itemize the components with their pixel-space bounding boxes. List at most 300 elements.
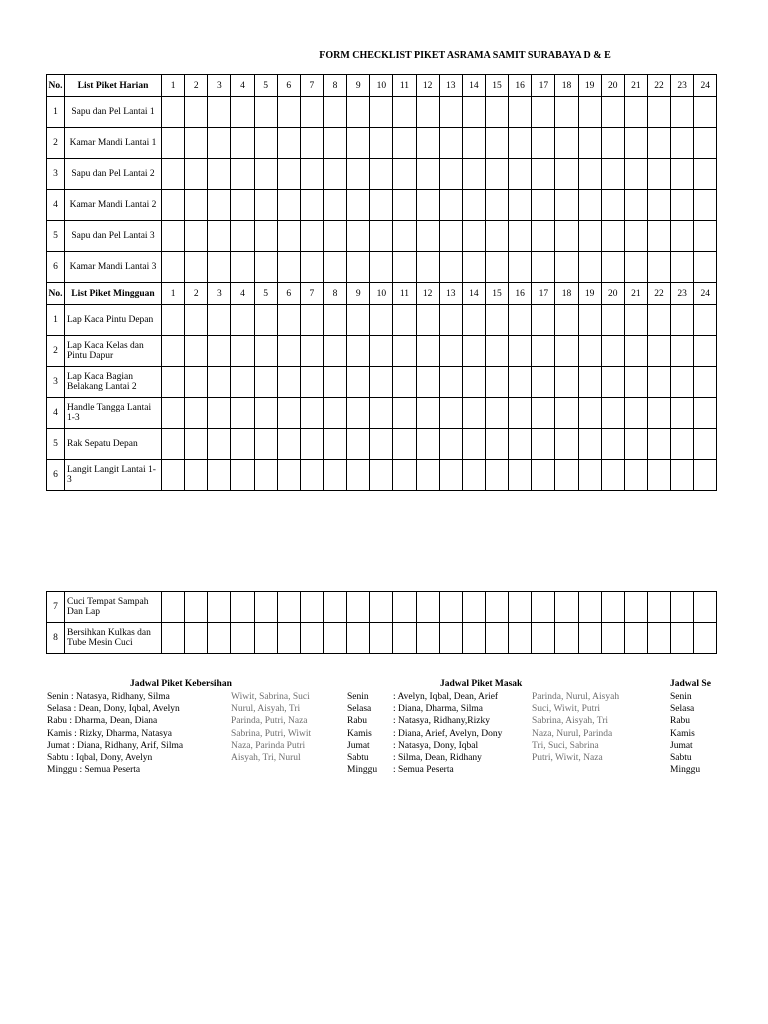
checkbox-cell[interactable] — [277, 336, 300, 367]
checkbox-cell[interactable] — [601, 460, 624, 491]
checkbox-cell[interactable] — [671, 128, 694, 159]
checkbox-cell[interactable] — [601, 97, 624, 128]
checkbox-cell[interactable] — [578, 97, 601, 128]
checkbox-cell[interactable] — [462, 221, 485, 252]
checkbox-cell[interactable] — [370, 398, 393, 429]
checkbox-cell[interactable] — [694, 592, 717, 623]
checkbox-cell[interactable] — [555, 429, 578, 460]
checkbox-cell[interactable] — [509, 305, 532, 336]
checkbox-cell[interactable] — [671, 398, 694, 429]
checkbox-cell[interactable] — [347, 221, 370, 252]
checkbox-cell[interactable] — [208, 305, 231, 336]
checkbox-cell[interactable] — [347, 128, 370, 159]
checkbox-cell[interactable] — [555, 128, 578, 159]
checkbox-cell[interactable] — [647, 336, 670, 367]
checkbox-cell[interactable] — [509, 429, 532, 460]
checkbox-cell[interactable] — [370, 623, 393, 654]
checkbox-cell[interactable] — [323, 305, 346, 336]
checkbox-cell[interactable] — [300, 97, 323, 128]
checkbox-cell[interactable] — [601, 221, 624, 252]
checkbox-cell[interactable] — [393, 367, 416, 398]
checkbox-cell[interactable] — [578, 190, 601, 221]
checkbox-cell[interactable] — [578, 429, 601, 460]
checkbox-cell[interactable] — [323, 252, 346, 283]
checkbox-cell[interactable] — [254, 398, 277, 429]
checkbox-cell[interactable] — [601, 252, 624, 283]
checkbox-cell[interactable] — [509, 336, 532, 367]
checkbox-cell[interactable] — [578, 128, 601, 159]
checkbox-cell[interactable] — [439, 128, 462, 159]
checkbox-cell[interactable] — [231, 190, 254, 221]
checkbox-cell[interactable] — [208, 159, 231, 190]
checkbox-cell[interactable] — [647, 97, 670, 128]
checkbox-cell[interactable] — [162, 460, 185, 491]
checkbox-cell[interactable] — [671, 159, 694, 190]
checkbox-cell[interactable] — [208, 592, 231, 623]
checkbox-cell[interactable] — [578, 252, 601, 283]
checkbox-cell[interactable] — [208, 128, 231, 159]
checkbox-cell[interactable] — [347, 367, 370, 398]
checkbox-cell[interactable] — [208, 367, 231, 398]
checkbox-cell[interactable] — [509, 159, 532, 190]
checkbox-cell[interactable] — [532, 367, 555, 398]
checkbox-cell[interactable] — [694, 429, 717, 460]
checkbox-cell[interactable] — [370, 367, 393, 398]
checkbox-cell[interactable] — [624, 398, 647, 429]
checkbox-cell[interactable] — [254, 367, 277, 398]
checkbox-cell[interactable] — [347, 460, 370, 491]
checkbox-cell[interactable] — [555, 592, 578, 623]
checkbox-cell[interactable] — [323, 159, 346, 190]
checkbox-cell[interactable] — [300, 128, 323, 159]
checkbox-cell[interactable] — [208, 623, 231, 654]
checkbox-cell[interactable] — [578, 623, 601, 654]
checkbox-cell[interactable] — [624, 336, 647, 367]
checkbox-cell[interactable] — [532, 190, 555, 221]
checkbox-cell[interactable] — [323, 97, 346, 128]
checkbox-cell[interactable] — [323, 429, 346, 460]
checkbox-cell[interactable] — [532, 592, 555, 623]
checkbox-cell[interactable] — [694, 336, 717, 367]
checkbox-cell[interactable] — [694, 367, 717, 398]
checkbox-cell[interactable] — [624, 367, 647, 398]
checkbox-cell[interactable] — [485, 159, 508, 190]
checkbox-cell[interactable] — [416, 398, 439, 429]
checkbox-cell[interactable] — [671, 460, 694, 491]
checkbox-cell[interactable] — [555, 305, 578, 336]
checkbox-cell[interactable] — [694, 305, 717, 336]
checkbox-cell[interactable] — [185, 398, 208, 429]
checkbox-cell[interactable] — [370, 305, 393, 336]
checkbox-cell[interactable] — [277, 252, 300, 283]
checkbox-cell[interactable] — [694, 159, 717, 190]
checkbox-cell[interactable] — [254, 128, 277, 159]
checkbox-cell[interactable] — [509, 97, 532, 128]
checkbox-cell[interactable] — [162, 97, 185, 128]
checkbox-cell[interactable] — [647, 190, 670, 221]
checkbox-cell[interactable] — [208, 398, 231, 429]
checkbox-cell[interactable] — [647, 623, 670, 654]
checkbox-cell[interactable] — [624, 159, 647, 190]
checkbox-cell[interactable] — [393, 305, 416, 336]
checkbox-cell[interactable] — [231, 159, 254, 190]
checkbox-cell[interactable] — [300, 367, 323, 398]
checkbox-cell[interactable] — [185, 305, 208, 336]
checkbox-cell[interactable] — [555, 367, 578, 398]
checkbox-cell[interactable] — [254, 159, 277, 190]
checkbox-cell[interactable] — [231, 252, 254, 283]
checkbox-cell[interactable] — [555, 97, 578, 128]
checkbox-cell[interactable] — [347, 305, 370, 336]
checkbox-cell[interactable] — [509, 592, 532, 623]
checkbox-cell[interactable] — [231, 367, 254, 398]
checkbox-cell[interactable] — [370, 190, 393, 221]
checkbox-cell[interactable] — [277, 97, 300, 128]
checkbox-cell[interactable] — [462, 305, 485, 336]
checkbox-cell[interactable] — [162, 592, 185, 623]
checkbox-cell[interactable] — [277, 623, 300, 654]
checkbox-cell[interactable] — [162, 159, 185, 190]
checkbox-cell[interactable] — [578, 221, 601, 252]
checkbox-cell[interactable] — [323, 460, 346, 491]
checkbox-cell[interactable] — [509, 128, 532, 159]
checkbox-cell[interactable] — [347, 97, 370, 128]
checkbox-cell[interactable] — [578, 305, 601, 336]
checkbox-cell[interactable] — [370, 429, 393, 460]
checkbox-cell[interactable] — [624, 128, 647, 159]
checkbox-cell[interactable] — [671, 190, 694, 221]
checkbox-cell[interactable] — [671, 252, 694, 283]
checkbox-cell[interactable] — [393, 336, 416, 367]
checkbox-cell[interactable] — [254, 190, 277, 221]
checkbox-cell[interactable] — [624, 97, 647, 128]
checkbox-cell[interactable] — [601, 367, 624, 398]
checkbox-cell[interactable] — [208, 460, 231, 491]
checkbox-cell[interactable] — [300, 336, 323, 367]
checkbox-cell[interactable] — [254, 305, 277, 336]
checkbox-cell[interactable] — [162, 398, 185, 429]
checkbox-cell[interactable] — [416, 460, 439, 491]
checkbox-cell[interactable] — [624, 623, 647, 654]
checkbox-cell[interactable] — [323, 221, 346, 252]
checkbox-cell[interactable] — [393, 429, 416, 460]
checkbox-cell[interactable] — [462, 460, 485, 491]
checkbox-cell[interactable] — [485, 429, 508, 460]
checkbox-cell[interactable] — [532, 97, 555, 128]
checkbox-cell[interactable] — [532, 128, 555, 159]
checkbox-cell[interactable] — [277, 398, 300, 429]
checkbox-cell[interactable] — [509, 367, 532, 398]
checkbox-cell[interactable] — [393, 460, 416, 491]
checkbox-cell[interactable] — [694, 398, 717, 429]
checkbox-cell[interactable] — [416, 159, 439, 190]
checkbox-cell[interactable] — [555, 460, 578, 491]
checkbox-cell[interactable] — [578, 398, 601, 429]
checkbox-cell[interactable] — [462, 159, 485, 190]
checkbox-cell[interactable] — [532, 336, 555, 367]
checkbox-cell[interactable] — [601, 336, 624, 367]
checkbox-cell[interactable] — [485, 623, 508, 654]
checkbox-cell[interactable] — [416, 429, 439, 460]
checkbox-cell[interactable] — [185, 252, 208, 283]
checkbox-cell[interactable] — [485, 97, 508, 128]
checkbox-cell[interactable] — [162, 190, 185, 221]
checkbox-cell[interactable] — [254, 97, 277, 128]
checkbox-cell[interactable] — [370, 336, 393, 367]
checkbox-cell[interactable] — [323, 623, 346, 654]
checkbox-cell[interactable] — [300, 252, 323, 283]
checkbox-cell[interactable] — [601, 592, 624, 623]
checkbox-cell[interactable] — [300, 190, 323, 221]
checkbox-cell[interactable] — [532, 221, 555, 252]
checkbox-cell[interactable] — [694, 623, 717, 654]
checkbox-cell[interactable] — [647, 252, 670, 283]
checkbox-cell[interactable] — [694, 221, 717, 252]
checkbox-cell[interactable] — [162, 429, 185, 460]
checkbox-cell[interactable] — [277, 429, 300, 460]
checkbox-cell[interactable] — [231, 623, 254, 654]
checkbox-cell[interactable] — [162, 623, 185, 654]
checkbox-cell[interactable] — [601, 128, 624, 159]
checkbox-cell[interactable] — [416, 367, 439, 398]
checkbox-cell[interactable] — [509, 190, 532, 221]
checkbox-cell[interactable] — [694, 460, 717, 491]
checkbox-cell[interactable] — [624, 190, 647, 221]
checkbox-cell[interactable] — [578, 460, 601, 491]
checkbox-cell[interactable] — [323, 190, 346, 221]
checkbox-cell[interactable] — [462, 623, 485, 654]
checkbox-cell[interactable] — [439, 592, 462, 623]
checkbox-cell[interactable] — [323, 336, 346, 367]
checkbox-cell[interactable] — [231, 305, 254, 336]
checkbox-cell[interactable] — [208, 221, 231, 252]
checkbox-cell[interactable] — [601, 190, 624, 221]
checkbox-cell[interactable] — [300, 429, 323, 460]
checkbox-cell[interactable] — [208, 336, 231, 367]
checkbox-cell[interactable] — [509, 221, 532, 252]
checkbox-cell[interactable] — [439, 252, 462, 283]
checkbox-cell[interactable] — [671, 336, 694, 367]
checkbox-cell[interactable] — [208, 190, 231, 221]
checkbox-cell[interactable] — [647, 159, 670, 190]
checkbox-cell[interactable] — [555, 623, 578, 654]
checkbox-cell[interactable] — [601, 398, 624, 429]
checkbox-cell[interactable] — [300, 159, 323, 190]
checkbox-cell[interactable] — [485, 336, 508, 367]
checkbox-cell[interactable] — [416, 97, 439, 128]
checkbox-cell[interactable] — [555, 252, 578, 283]
checkbox-cell[interactable] — [694, 128, 717, 159]
checkbox-cell[interactable] — [370, 128, 393, 159]
checkbox-cell[interactable] — [185, 336, 208, 367]
checkbox-cell[interactable] — [509, 252, 532, 283]
checkbox-cell[interactable] — [393, 97, 416, 128]
checkbox-cell[interactable] — [601, 623, 624, 654]
checkbox-cell[interactable] — [393, 592, 416, 623]
checkbox-cell[interactable] — [370, 592, 393, 623]
checkbox-cell[interactable] — [416, 592, 439, 623]
checkbox-cell[interactable] — [185, 460, 208, 491]
checkbox-cell[interactable] — [485, 367, 508, 398]
checkbox-cell[interactable] — [671, 97, 694, 128]
checkbox-cell[interactable] — [555, 190, 578, 221]
checkbox-cell[interactable] — [647, 429, 670, 460]
checkbox-cell[interactable] — [416, 305, 439, 336]
checkbox-cell[interactable] — [485, 128, 508, 159]
checkbox-cell[interactable] — [277, 159, 300, 190]
checkbox-cell[interactable] — [185, 367, 208, 398]
checkbox-cell[interactable] — [671, 429, 694, 460]
checkbox-cell[interactable] — [185, 429, 208, 460]
checkbox-cell[interactable] — [509, 398, 532, 429]
checkbox-cell[interactable] — [647, 367, 670, 398]
checkbox-cell[interactable] — [462, 128, 485, 159]
checkbox-cell[interactable] — [462, 429, 485, 460]
checkbox-cell[interactable] — [347, 623, 370, 654]
checkbox-cell[interactable] — [416, 336, 439, 367]
checkbox-cell[interactable] — [439, 429, 462, 460]
checkbox-cell[interactable] — [185, 221, 208, 252]
checkbox-cell[interactable] — [347, 252, 370, 283]
checkbox-cell[interactable] — [277, 221, 300, 252]
checkbox-cell[interactable] — [300, 460, 323, 491]
checkbox-cell[interactable] — [231, 128, 254, 159]
checkbox-cell[interactable] — [439, 623, 462, 654]
checkbox-cell[interactable] — [277, 128, 300, 159]
checkbox-cell[interactable] — [439, 159, 462, 190]
checkbox-cell[interactable] — [485, 190, 508, 221]
checkbox-cell[interactable] — [277, 305, 300, 336]
checkbox-cell[interactable] — [647, 592, 670, 623]
checkbox-cell[interactable] — [323, 592, 346, 623]
checkbox-cell[interactable] — [485, 398, 508, 429]
checkbox-cell[interactable] — [462, 336, 485, 367]
checkbox-cell[interactable] — [370, 252, 393, 283]
checkbox-cell[interactable] — [347, 336, 370, 367]
checkbox-cell[interactable] — [694, 190, 717, 221]
checkbox-cell[interactable] — [277, 592, 300, 623]
checkbox-cell[interactable] — [231, 398, 254, 429]
checkbox-cell[interactable] — [300, 592, 323, 623]
checkbox-cell[interactable] — [370, 97, 393, 128]
checkbox-cell[interactable] — [647, 398, 670, 429]
checkbox-cell[interactable] — [162, 221, 185, 252]
checkbox-cell[interactable] — [416, 252, 439, 283]
checkbox-cell[interactable] — [277, 367, 300, 398]
checkbox-cell[interactable] — [254, 336, 277, 367]
checkbox-cell[interactable] — [624, 305, 647, 336]
checkbox-cell[interactable] — [393, 159, 416, 190]
checkbox-cell[interactable] — [300, 398, 323, 429]
checkbox-cell[interactable] — [323, 128, 346, 159]
checkbox-cell[interactable] — [254, 592, 277, 623]
checkbox-cell[interactable] — [254, 460, 277, 491]
checkbox-cell[interactable] — [485, 592, 508, 623]
checkbox-cell[interactable] — [671, 221, 694, 252]
checkbox-cell[interactable] — [231, 221, 254, 252]
checkbox-cell[interactable] — [578, 367, 601, 398]
checkbox-cell[interactable] — [185, 159, 208, 190]
checkbox-cell[interactable] — [462, 97, 485, 128]
checkbox-cell[interactable] — [671, 592, 694, 623]
checkbox-cell[interactable] — [208, 252, 231, 283]
checkbox-cell[interactable] — [624, 252, 647, 283]
checkbox-cell[interactable] — [578, 592, 601, 623]
checkbox-cell[interactable] — [208, 429, 231, 460]
checkbox-cell[interactable] — [231, 429, 254, 460]
checkbox-cell[interactable] — [532, 159, 555, 190]
checkbox-cell[interactable] — [347, 398, 370, 429]
checkbox-cell[interactable] — [439, 460, 462, 491]
checkbox-cell[interactable] — [370, 460, 393, 491]
checkbox-cell[interactable] — [347, 592, 370, 623]
checkbox-cell[interactable] — [462, 398, 485, 429]
checkbox-cell[interactable] — [185, 190, 208, 221]
checkbox-cell[interactable] — [485, 460, 508, 491]
checkbox-cell[interactable] — [647, 305, 670, 336]
checkbox-cell[interactable] — [671, 367, 694, 398]
checkbox-cell[interactable] — [509, 460, 532, 491]
checkbox-cell[interactable] — [254, 623, 277, 654]
checkbox-cell[interactable] — [601, 429, 624, 460]
checkbox-cell[interactable] — [578, 336, 601, 367]
checkbox-cell[interactable] — [462, 367, 485, 398]
checkbox-cell[interactable] — [300, 305, 323, 336]
checkbox-cell[interactable] — [393, 128, 416, 159]
checkbox-cell[interactable] — [555, 398, 578, 429]
checkbox-cell[interactable] — [532, 623, 555, 654]
checkbox-cell[interactable] — [393, 190, 416, 221]
checkbox-cell[interactable] — [485, 252, 508, 283]
checkbox-cell[interactable] — [439, 367, 462, 398]
checkbox-cell[interactable] — [231, 460, 254, 491]
checkbox-cell[interactable] — [532, 398, 555, 429]
checkbox-cell[interactable] — [323, 367, 346, 398]
checkbox-cell[interactable] — [162, 336, 185, 367]
checkbox-cell[interactable] — [624, 429, 647, 460]
checkbox-cell[interactable] — [370, 221, 393, 252]
checkbox-cell[interactable] — [347, 159, 370, 190]
checkbox-cell[interactable] — [347, 429, 370, 460]
checkbox-cell[interactable] — [532, 305, 555, 336]
checkbox-cell[interactable] — [185, 592, 208, 623]
checkbox-cell[interactable] — [578, 159, 601, 190]
checkbox-cell[interactable] — [439, 305, 462, 336]
checkbox-cell[interactable] — [208, 97, 231, 128]
checkbox-cell[interactable] — [185, 623, 208, 654]
checkbox-cell[interactable] — [416, 221, 439, 252]
checkbox-cell[interactable] — [624, 221, 647, 252]
checkbox-cell[interactable] — [370, 159, 393, 190]
checkbox-cell[interactable] — [601, 305, 624, 336]
checkbox-cell[interactable] — [254, 429, 277, 460]
checkbox-cell[interactable] — [162, 367, 185, 398]
checkbox-cell[interactable] — [439, 336, 462, 367]
checkbox-cell[interactable] — [231, 97, 254, 128]
checkbox-cell[interactable] — [300, 623, 323, 654]
checkbox-cell[interactable] — [439, 221, 462, 252]
checkbox-cell[interactable] — [162, 305, 185, 336]
checkbox-cell[interactable] — [393, 623, 416, 654]
checkbox-cell[interactable] — [393, 398, 416, 429]
checkbox-cell[interactable] — [509, 623, 532, 654]
checkbox-cell[interactable] — [485, 221, 508, 252]
checkbox-cell[interactable] — [347, 190, 370, 221]
checkbox-cell[interactable] — [162, 128, 185, 159]
checkbox-cell[interactable] — [555, 336, 578, 367]
checkbox-cell[interactable] — [277, 460, 300, 491]
checkbox-cell[interactable] — [254, 252, 277, 283]
